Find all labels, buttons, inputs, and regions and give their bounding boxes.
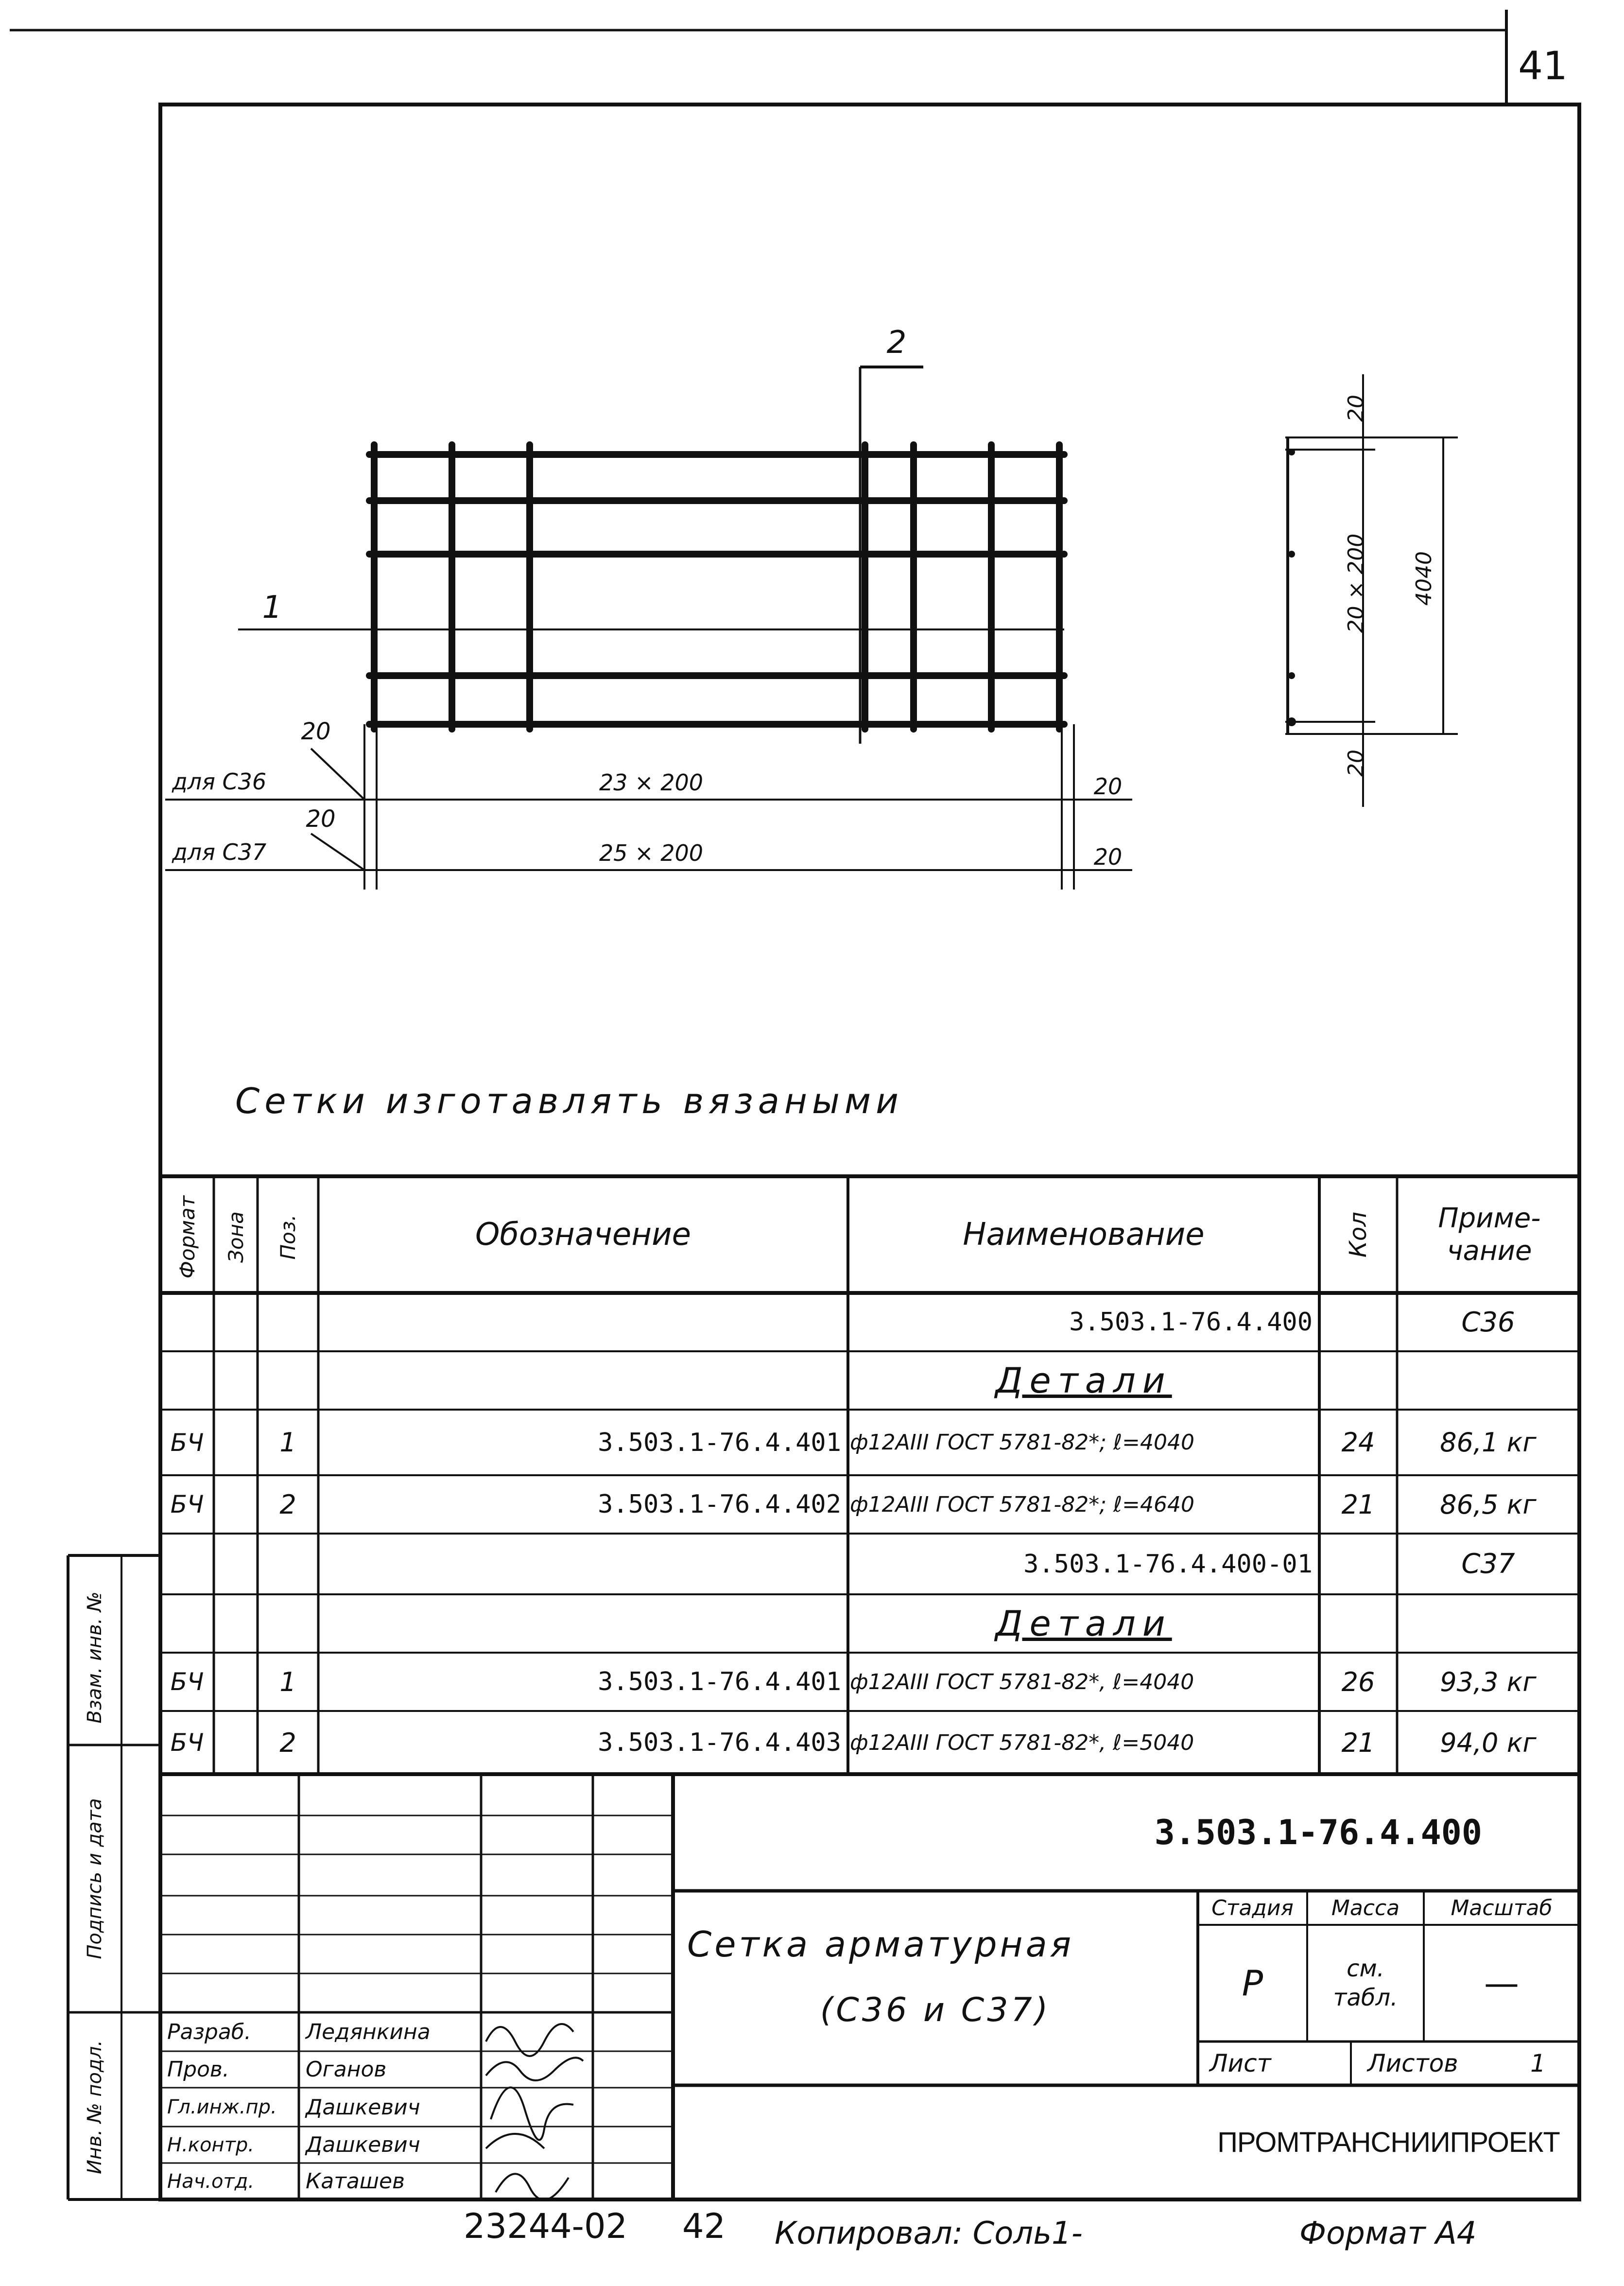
table-row-designation: 3.503.1-76.4.401: [598, 1428, 841, 1457]
footer-number: 23244-02: [464, 2206, 628, 2246]
drawing-note: Сетки изготавлять вязаными: [235, 1081, 903, 1121]
dim-c37-right: 20: [1093, 843, 1123, 870]
table-row-name: 3.503.1-76.4.400: [1069, 1308, 1313, 1337]
sheet-number: 41: [1518, 43, 1568, 88]
header-designation: Обозначение: [475, 1217, 691, 1253]
dim-c37-left: 20: [306, 805, 336, 833]
dim-c36-label: для С36: [172, 768, 267, 795]
header-pos: Поз.: [276, 1214, 300, 1260]
title-line-2: (С36 и С37): [820, 1990, 1051, 2029]
table-row-pos: 2: [279, 1727, 296, 1758]
header-zone: Зона: [224, 1211, 248, 1263]
mass-value: см. табл.: [1333, 1955, 1398, 2011]
table-row-pos: 1: [279, 1666, 296, 1697]
dim-mid-span: 20 × 200: [1343, 533, 1368, 633]
header-name: Наименование: [963, 1217, 1205, 1253]
footer-copied: Копировал: Соль1-: [775, 2216, 1083, 2251]
sheets-value: 1: [1530, 2049, 1546, 2077]
dim-c36-left: 20: [301, 718, 331, 745]
sheet-label: Лист: [1209, 2049, 1271, 2077]
table-row-name: Детали: [995, 1360, 1172, 1401]
stage-value: Р: [1242, 1963, 1263, 2004]
stamp-sign-date: Подпись и дата: [84, 1798, 106, 1959]
signature-5: [496, 2174, 569, 2199]
stamp-replaced-inv: Взам. инв. №: [84, 1591, 106, 1724]
dim-c37-label: для С37: [172, 838, 267, 865]
table-row-designation: 3.503.1-76.4.401: [598, 1667, 841, 1696]
table-row-format: БЧ: [170, 1668, 204, 1696]
table-row-note: С36: [1461, 1306, 1515, 1338]
table-row-designation: 3.503.1-76.4.403: [598, 1728, 841, 1757]
signature-3: [491, 2088, 573, 2140]
person-name: Дашкевич: [306, 2094, 420, 2120]
dim-top-end: 20: [1343, 395, 1368, 422]
title-line-1: Сетка арматурная: [687, 1924, 1074, 1965]
table-row-note: 93,3 кг: [1440, 1666, 1537, 1697]
table-row-qty: 21: [1341, 1727, 1375, 1758]
footer-format: Формат А4: [1299, 2216, 1477, 2251]
dim-bottom-end: 20: [1343, 750, 1368, 777]
role-label: Пров.: [167, 2057, 229, 2082]
person-name: Ледянкина: [306, 2019, 431, 2044]
role-label: Н.контр.: [167, 2133, 254, 2156]
role-label: Гл.инж.пр.: [167, 2096, 277, 2118]
table-row-name: ф12АIII ГОСТ 5781-82*; ℓ=4040: [850, 1430, 1195, 1455]
table-row-qty: 26: [1341, 1666, 1375, 1697]
table-row-pos: 2: [279, 1489, 296, 1520]
dim-c37-span: 25 × 200: [599, 840, 704, 866]
table-row-format: БЧ: [170, 1728, 204, 1757]
table-row-name: ф12АIII ГОСТ 5781-82*, ℓ=5040: [850, 1730, 1194, 1755]
table-row-qty: 24: [1341, 1427, 1375, 1458]
table-row-format: БЧ: [170, 1428, 204, 1457]
header-note: Приме-чание: [1438, 1202, 1541, 1267]
table-row-note: С37: [1461, 1548, 1515, 1580]
doc-code: 3.503.1-76.4.400: [1154, 1813, 1482, 1852]
footer-num2: 42: [682, 2206, 726, 2246]
table-row-name: ф12АIII ГОСТ 5781-82*; ℓ=4640: [850, 1492, 1195, 1517]
sheets-label: Листов: [1367, 2049, 1458, 2077]
table-row-name: Детали: [995, 1603, 1172, 1644]
signature-2: [486, 2058, 583, 2080]
role-label: Нач.отд.: [167, 2170, 255, 2193]
organization: ПРОМТРАНСНИИПРОЕКТ: [1217, 2127, 1560, 2158]
table-row-format: БЧ: [170, 1490, 204, 1518]
person-name: Каташев: [306, 2169, 405, 2194]
table-row-pos: 1: [279, 1427, 296, 1458]
bar-label: 1: [262, 590, 282, 626]
dim-total: 4040: [1411, 551, 1436, 606]
person-name: Дашкевич: [306, 2132, 420, 2157]
person-name: Оганов: [306, 2057, 387, 2082]
table-row-name: ф12АIII ГОСТ 5781-82*, ℓ=4040: [850, 1669, 1194, 1694]
table-row-qty: 21: [1341, 1489, 1375, 1520]
stamp-orig-inv: Инв. № подл.: [84, 2040, 106, 2174]
role-label: Разраб.: [167, 2019, 251, 2044]
table-row-note: 86,1 кг: [1440, 1427, 1537, 1458]
table-row-note: 86,5 кг: [1440, 1489, 1537, 1520]
section-label: 2: [886, 325, 907, 361]
dim-c36-right: 20: [1093, 773, 1123, 800]
dim-c36-span: 23 × 200: [599, 769, 704, 796]
scale-value: —: [1484, 1963, 1519, 2004]
table-row-designation: 3.503.1-76.4.402: [598, 1490, 841, 1519]
mass-label: Масса: [1331, 1895, 1400, 1920]
stage-label: Стадия: [1211, 1895, 1294, 1920]
scale-label: Масштаб: [1451, 1895, 1553, 1920]
table-row-name: 3.503.1-76.4.400-01: [1023, 1549, 1313, 1579]
header-format: Формат: [175, 1195, 199, 1279]
header-qty: Кол: [1345, 1211, 1372, 1258]
table-row-note: 94,0 кг: [1440, 1727, 1537, 1758]
